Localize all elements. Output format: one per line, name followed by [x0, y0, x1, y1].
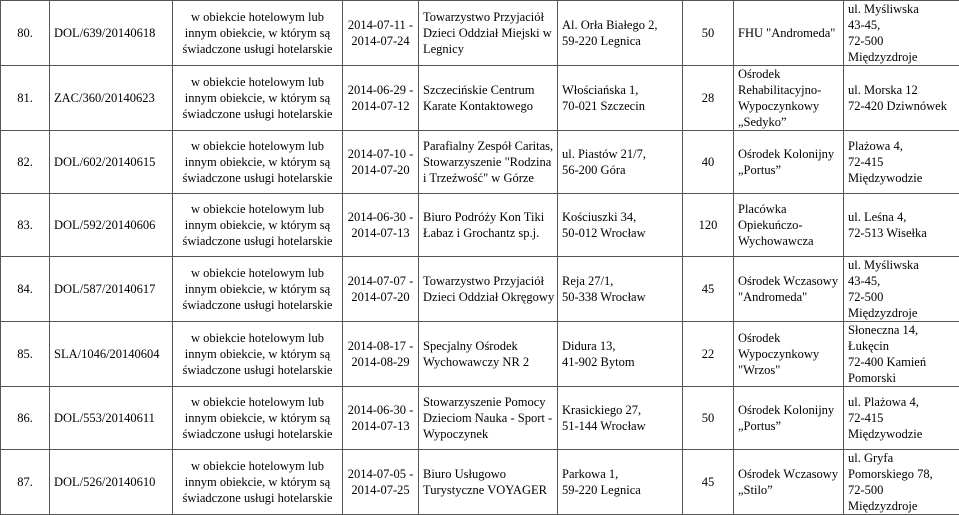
cell-venue-address [844, 131, 959, 194]
table-row [1, 257, 959, 322]
cell-venue-address [844, 194, 959, 257]
cell-organizer [419, 66, 558, 131]
cell-organizer-address-line: 70-021 Szczecin [562, 98, 678, 114]
cell-venue-address-line: 72-513 Wisełka [848, 225, 955, 241]
cell-venue-address-line: Międzywodzie [848, 426, 955, 442]
cell-accommodation-type-line: w obiekcie hotelowym lub [177, 9, 338, 25]
cell-participants: 50 [683, 1, 734, 66]
cell-venue-address-line: 72-415 [848, 154, 955, 170]
cell-accommodation-type-line: innym obiekcie, w którym są [177, 281, 338, 297]
cell-venue-line: „Stilo” [738, 482, 839, 498]
cell-venue-address-line: ul. Myśliwska [848, 1, 955, 17]
cell-organizer-address [558, 257, 683, 322]
cell-venue [734, 257, 844, 322]
cell-accommodation-type-line: świadczone usługi hotelarskie [177, 362, 338, 378]
cell-venue-address-line: Plażowa 4, [848, 138, 955, 154]
cell-organizer-line: Towarzystwo Przyjaciół [423, 9, 553, 25]
cell-dates [343, 131, 419, 194]
cell-dates-line: 2014-07-13 [347, 225, 414, 241]
cell-organizer-address-line: Parkowa 1, [562, 466, 678, 482]
cell-accommodation-type-line: świadczone usługi hotelarskie [177, 426, 338, 442]
cell-venue [734, 194, 844, 257]
table-row [1, 322, 959, 387]
cell-accommodation-type-line: w obiekcie hotelowym lub [177, 138, 338, 154]
cell-venue-line: FHU "Andromeda" [738, 25, 839, 41]
cell-accommodation-type-line: innym obiekcie, w którym są [177, 410, 338, 426]
cell-venue-address-line: Międzyzdroje [848, 305, 955, 321]
cell-venue-address-line: Pomorskiego 78, [848, 466, 955, 482]
cell-organizer [419, 322, 558, 387]
cell-registration-id: DOL/587/20140617 [50, 257, 173, 322]
cell-dates [343, 450, 419, 515]
cell-dates-line: 2014-07-25 [347, 482, 414, 498]
cell-accommodation-type-line: w obiekcie hotelowym lub [177, 265, 338, 281]
cell-accommodation-type [173, 194, 343, 257]
cell-venue [734, 450, 844, 515]
cell-organizer-address-line: Al. Orła Białego 2, [562, 17, 678, 33]
table-row [1, 66, 959, 131]
cell-venue-address-line: Międzyzdroje [848, 498, 955, 514]
cell-venue-address-line: 72-500 [848, 33, 955, 49]
cell-organizer-line: Wychowawczy NR 2 [423, 354, 553, 370]
cell-accommodation-type-line: świadczone usługi hotelarskie [177, 41, 338, 57]
cell-dates-line: 2014-07-20 [347, 162, 414, 178]
cell-organizer-address [558, 387, 683, 450]
cell-dates-line: 2014-07-20 [347, 289, 414, 305]
cell-organizer-line: Legnicy [423, 41, 553, 57]
cell-venue-address-line: 72-415 [848, 410, 955, 426]
cell-participants: 45 [683, 257, 734, 322]
cell-venue-address-line: 43-45, [848, 273, 955, 289]
cell-accommodation-type-line: innym obiekcie, w którym są [177, 90, 338, 106]
cell-venue-line: "Andromeda" [738, 289, 839, 305]
cell-accommodation-type [173, 387, 343, 450]
cell-accommodation-type-line: innym obiekcie, w którym są [177, 474, 338, 490]
cell-organizer [419, 387, 558, 450]
cell-venue [734, 66, 844, 131]
cell-accommodation-type-line: innym obiekcie, w którym są [177, 154, 338, 170]
cell-organizer-address-line: 56-200 Góra [562, 162, 678, 178]
cell-dates [343, 1, 419, 66]
cell-dates-line: 2014-08-29 [347, 354, 414, 370]
cell-organizer-address-line: 59-220 Legnica [562, 482, 678, 498]
cell-registration-id: DOL/526/20140610 [50, 450, 173, 515]
cell-dates-line: 2014-07-10 - [347, 146, 414, 162]
cell-registration-id: ZAC/360/20140623 [50, 66, 173, 131]
cell-accommodation-type [173, 257, 343, 322]
cell-dates-line: 2014-06-30 - [347, 402, 414, 418]
cell-venue-line: „Portus” [738, 162, 839, 178]
cell-venue-address-line: ul. Gryfa [848, 450, 955, 466]
cell-participants: 40 [683, 131, 734, 194]
cell-accommodation-type-line: świadczone usługi hotelarskie [177, 490, 338, 506]
cell-organizer-address [558, 1, 683, 66]
cell-dates-line: 2014-07-24 [347, 33, 414, 49]
cell-venue-address-line: ul. Myśliwska [848, 257, 955, 273]
cell-accommodation-type-line: w obiekcie hotelowym lub [177, 74, 338, 90]
cell-venue [734, 322, 844, 387]
cell-number: 80. [1, 1, 50, 66]
cell-number: 86. [1, 387, 50, 450]
cell-dates-line: 2014-07-13 [347, 418, 414, 434]
cell-venue-address-line: Łukęcin [848, 338, 955, 354]
cell-venue-address-line: 43-45, [848, 17, 955, 33]
cell-accommodation-type [173, 66, 343, 131]
cell-organizer-line: Biuro Podróży Kon Tiki [423, 209, 553, 225]
cell-venue-address-line: Międzyzdroje [848, 49, 955, 65]
cell-dates-line: 2014-06-29 - [347, 82, 414, 98]
cell-registration-id: SLA/1046/20140604 [50, 322, 173, 387]
table-row [1, 131, 959, 194]
cell-number: 85. [1, 322, 50, 387]
cell-accommodation-type-line: w obiekcie hotelowym lub [177, 394, 338, 410]
cell-venue [734, 1, 844, 66]
cell-venue-address-line: Międzywodzie [848, 170, 955, 186]
cell-organizer-line: Turystyczne VOYAGER [423, 482, 553, 498]
cell-venue-line: Wypoczynkowy [738, 98, 839, 114]
cell-venue-address-line: ul. Plażowa 4, [848, 394, 955, 410]
cell-organizer-address [558, 131, 683, 194]
table-row [1, 194, 959, 257]
cell-accommodation-type [173, 450, 343, 515]
cell-organizer-line: Szczecińskie Centrum [423, 82, 553, 98]
table-row [1, 450, 959, 515]
cell-dates-line: 2014-07-07 - [347, 273, 414, 289]
cell-venue-address-line: 72-400 Kamień [848, 354, 955, 370]
cell-venue-address-line: Słoneczna 14, [848, 322, 955, 338]
cell-venue-line: Ośrodek Wczasowy [738, 466, 839, 482]
cell-organizer-line: Specjalny Ośrodek [423, 338, 553, 354]
cell-venue-address [844, 322, 959, 387]
cell-accommodation-type [173, 131, 343, 194]
cell-participants: 50 [683, 387, 734, 450]
cell-dates [343, 387, 419, 450]
cell-venue [734, 131, 844, 194]
cell-organizer-address-line: 41-902 Bytom [562, 354, 678, 370]
cell-dates [343, 257, 419, 322]
cell-registration-id: DOL/602/20140615 [50, 131, 173, 194]
cell-organizer-line: Dzieci Oddział Okręgowy [423, 289, 553, 305]
cell-organizer-line: Karate Kontaktowego [423, 98, 553, 114]
cell-registration-id: DOL/553/20140611 [50, 387, 173, 450]
cell-accommodation-type-line: w obiekcie hotelowym lub [177, 458, 338, 474]
cell-organizer-address-line: Reja 27/1, [562, 273, 678, 289]
cell-venue-line: Ośrodek Kolonijny [738, 146, 839, 162]
cell-venue-address-line: ul. Leśna 4, [848, 209, 955, 225]
cell-number: 87. [1, 450, 50, 515]
cell-accommodation-type-line: świadczone usługi hotelarskie [177, 106, 338, 122]
cell-venue-address-line: 72-420 Dziwnówek [848, 98, 955, 114]
cell-accommodation-type-line: innym obiekcie, w którym są [177, 346, 338, 362]
cell-organizer-address-line: Krasickiego 27, [562, 402, 678, 418]
cell-accommodation-type-line: w obiekcie hotelowym lub [177, 330, 338, 346]
cell-venue-line: Ośrodek Wczasowy [738, 273, 839, 289]
cell-venue-line: "Wrzos" [738, 362, 839, 378]
cell-organizer-address-line: Kościuszki 34, [562, 209, 678, 225]
cell-organizer [419, 1, 558, 66]
table-row [1, 387, 959, 450]
cell-organizer-address-line: 50-012 Wrocław [562, 225, 678, 241]
cell-number: 84. [1, 257, 50, 322]
cell-organizer [419, 131, 558, 194]
cell-organizer-line: i Trzeźwość" w Górze [423, 170, 553, 186]
cell-organizer-line: Biuro Usługowo [423, 466, 553, 482]
cell-venue-address [844, 257, 959, 322]
cell-venue-line: Wychowawcza [738, 233, 839, 249]
cell-venue-line: Ośrodek [738, 330, 839, 346]
cell-venue-line: Wypoczynkowy [738, 346, 839, 362]
cell-participants: 28 [683, 66, 734, 131]
cell-organizer-address-line: Włościańska 1, [562, 82, 678, 98]
cell-accommodation-type [173, 322, 343, 387]
cell-venue-line: Opiekuńczo- [738, 217, 839, 233]
cell-number: 83. [1, 194, 50, 257]
cell-organizer-address [558, 66, 683, 131]
cell-registration-id: DOL/639/20140618 [50, 1, 173, 66]
table-row [1, 1, 959, 66]
cell-accommodation-type-line: świadczone usługi hotelarskie [177, 297, 338, 313]
cell-organizer [419, 450, 558, 515]
cell-accommodation-type-line: świadczone usługi hotelarskie [177, 170, 338, 186]
cell-venue-address-line: 72-500 [848, 289, 955, 305]
cell-number: 81. [1, 66, 50, 131]
cell-dates-line: 2014-08-17 - [347, 338, 414, 354]
cell-dates [343, 66, 419, 131]
cell-organizer [419, 194, 558, 257]
cell-number: 82. [1, 131, 50, 194]
cell-dates-line: 2014-07-12 [347, 98, 414, 114]
cell-venue-line: Rehabilitacyjno- [738, 82, 839, 98]
cell-dates-line: 2014-07-11 - [347, 17, 414, 33]
cell-organizer-line: Dzieci Oddział Miejski w [423, 25, 553, 41]
cell-participants: 45 [683, 450, 734, 515]
cell-accommodation-type-line: innym obiekcie, w którym są [177, 217, 338, 233]
table-body [1, 1, 959, 515]
cell-organizer-address [558, 322, 683, 387]
cell-organizer-line: Łabaz i Grochantz sp.j. [423, 225, 553, 241]
cell-venue-line: Ośrodek Kolonijny [738, 402, 839, 418]
cell-accommodation-type-line: innym obiekcie, w którym są [177, 25, 338, 41]
cell-organizer-line: Wypoczynek [423, 426, 553, 442]
cell-registration-id: DOL/592/20140606 [50, 194, 173, 257]
cell-venue-address [844, 387, 959, 450]
cell-organizer-line: Stowarzyszenie Pomocy [423, 394, 553, 410]
cell-organizer-address [558, 194, 683, 257]
cell-venue-address [844, 450, 959, 515]
cell-participants: 22 [683, 322, 734, 387]
cell-organizer-line: Parafialny Zespół Caritas, [423, 138, 553, 154]
cell-dates [343, 322, 419, 387]
cell-dates [343, 194, 419, 257]
cell-accommodation-type [173, 1, 343, 66]
cell-venue-address-line: Pomorski [848, 370, 955, 386]
cell-venue-address-line: 72-500 [848, 482, 955, 498]
cell-venue-line: „Sedyko” [738, 114, 839, 130]
cell-organizer-address [558, 450, 683, 515]
cell-venue-line: Ośrodek [738, 66, 839, 82]
cell-dates-line: 2014-06-30 - [347, 209, 414, 225]
cell-participants: 120 [683, 194, 734, 257]
cell-venue-line: „Portus” [738, 418, 839, 434]
cell-organizer [419, 257, 558, 322]
cell-organizer-address-line: 50-338 Wrocław [562, 289, 678, 305]
cell-dates-line: 2014-07-05 - [347, 466, 414, 482]
cell-venue [734, 387, 844, 450]
cell-organizer-line: Dzieciom Nauka - Sport - [423, 410, 553, 426]
cell-organizer-address-line: Didura 13, [562, 338, 678, 354]
cell-accommodation-type-line: świadczone usługi hotelarskie [177, 233, 338, 249]
cell-organizer-address-line: 59-220 Legnica [562, 33, 678, 49]
cell-venue-address [844, 66, 959, 131]
cell-organizer-address-line: 51-144 Wrocław [562, 418, 678, 434]
cell-venue-address [844, 1, 959, 66]
cell-accommodation-type-line: w obiekcie hotelowym lub [177, 201, 338, 217]
cell-organizer-line: Towarzystwo Przyjaciół [423, 273, 553, 289]
cell-venue-line: Placówka [738, 201, 839, 217]
cell-organizer-address-line: ul. Piastów 21/7, [562, 146, 678, 162]
cell-organizer-line: Stowarzyszenie "Rodzina [423, 154, 553, 170]
cell-venue-address-line: ul. Morska 12 [848, 82, 955, 98]
